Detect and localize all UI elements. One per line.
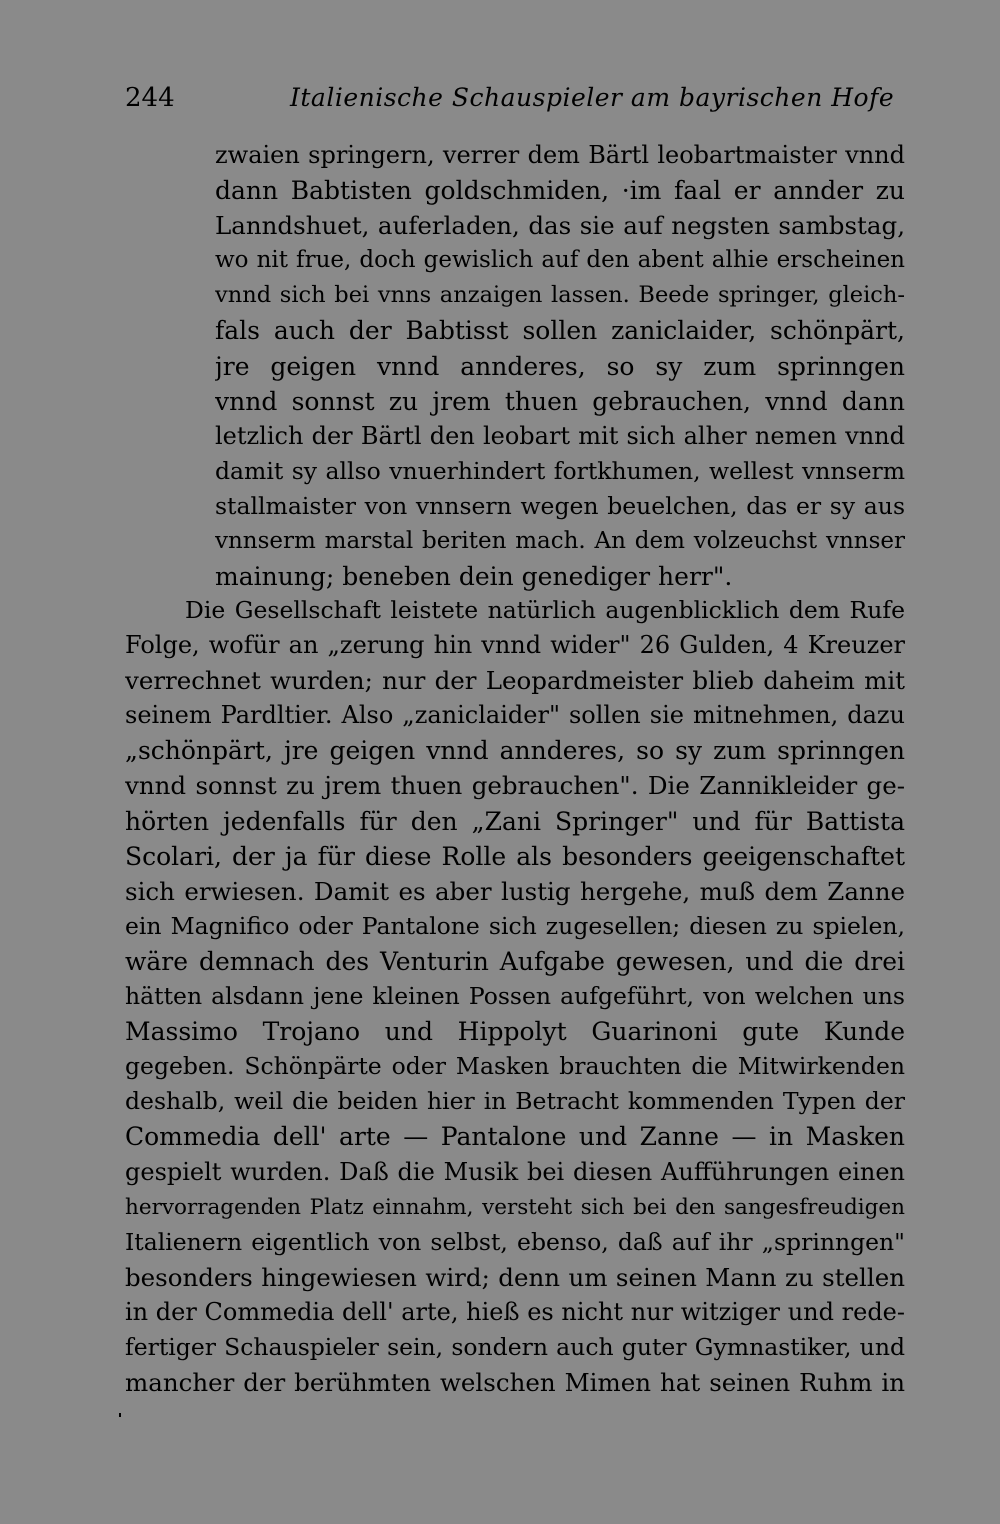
quote-line: vnnd sich bei vnns anzaigen lassen. Beede springer, gleich-	[215, 282, 905, 309]
body-line: gespielt wurden. Daß die Musik bei diesen Aufführungen einen	[125, 1157, 905, 1186]
body-line: Die Gesellschaft leistete natürlich augenblicklich dem Rufe	[185, 596, 905, 624]
body-line: vnnd sonnst zu jrem thuen gebrauchen". Die Zannikleider ge-	[125, 771, 905, 801]
body-line: besonders hingewiesen wird; denn um seinen Mann zu stellen	[125, 1262, 905, 1292]
body-line: hörten jedenfalls für den „Zani Springer" und für Battista	[125, 806, 905, 836]
quote-line: zwaien springern, verrer dem Bärtl leobartmaister vnnd	[215, 141, 905, 169]
body-line: hervorragenden Platz einnahm, versteht sich bei den sangesfreudigen	[125, 1194, 905, 1220]
running-head	[125, 78, 905, 118]
quote-line: letzlich der Bärtl den leobart mit sich alher nemen vnnd	[215, 421, 905, 450]
body-line: Scolari, der ja für diese Rolle als besonders geeigenschaftet	[125, 841, 905, 871]
body-line: ein Magnifico oder Pantalone sich zugesellen; diesen zu spielen,	[125, 911, 905, 940]
body-line: „schönpärt, jre geigen vnnd annderes, so sy zum sprinngen	[125, 736, 905, 766]
quote-line: mainung; beneben dein genediger herr".	[215, 562, 733, 592]
print-speck	[119, 1413, 121, 1417]
body-paragraph	[125, 593, 905, 1400]
body-line: Italienern eigentlich von selbst, ebenso, daß auf ihr „sprinngen"	[125, 1227, 905, 1256]
quote-line: fals auch der Babtisst sollen zaniclaider, schönpärt,	[215, 316, 905, 346]
body-line: Commedia dell' arte — Pantalone und Zanne — in Masken	[125, 1122, 905, 1152]
body-line: deshalb, weil die beiden hier in Betracht kommenden Typen der	[125, 1087, 905, 1116]
quoted-letter	[215, 138, 905, 594]
body-line: in der Commedia dell' arte, hieß es nicht nur witziger und rede-	[125, 1297, 905, 1326]
quote-line: wo nit frue, doch gewislich auf den abent alhie erscheinen	[215, 247, 905, 274]
body-line: sich erwiesen. Damit es aber lustig hergehe, muß dem Zanne	[125, 876, 905, 906]
quote-line: jre geigen vnnd annderes, so sy zum sprinngen	[215, 351, 905, 381]
body-line: fertiger Schauspieler sein, sondern auch guter Gymnastiker, und	[125, 1332, 905, 1361]
page-number: 244	[125, 83, 175, 113]
quote-line: vnnd sonnst zu jrem thuen gebrauchen, vnnd dann	[215, 386, 905, 416]
quote-line: vnnserm marstal beriten mach. An dem volzeuchst vnnser	[215, 528, 905, 555]
body-line: verrechnet wurden; nur der Leopardmeister blieb daheim mit	[125, 666, 905, 696]
quote-line: stallmaister von vnnsern wegen beuelchen, das er sy aus	[215, 491, 905, 520]
quote-line: dann Babtisten goldschmiden, ·im faal er annder zu	[215, 176, 905, 206]
body-line: seinem Pardltier. Also „zaniclaider" sollen sie mitnehmen, dazu	[125, 701, 905, 730]
body-line: Folge, wofür an „zerung hin vnnd wider" 26 Gulden, 4 Kreuzer	[125, 631, 905, 660]
quote-line: Lanndshuet, auferladen, das sie auf negsten sambstag,	[215, 211, 905, 241]
body-line: wäre demnach des Venturin Aufgabe gewesen, und die drei	[125, 946, 905, 976]
running-title: Italienische Schauspieler am bayrischen Hofe	[290, 83, 895, 112]
body-line: Massimo Trojano und Hippolyt Guarinoni gute Kunde	[125, 1017, 905, 1047]
body-line: hätten alsdann jene kleinen Possen aufgeführt, von welchen uns	[125, 982, 905, 1011]
quote-line: damit sy allso vnuerhindert fortkhumen, wellest vnnserm	[215, 456, 905, 485]
body-line: gegeben. Schönpärte oder Masken brauchten die Mitwirkenden	[125, 1052, 905, 1081]
body-line: mancher der berühmten welschen Mimen hat seinen Ruhm in	[125, 1368, 905, 1398]
